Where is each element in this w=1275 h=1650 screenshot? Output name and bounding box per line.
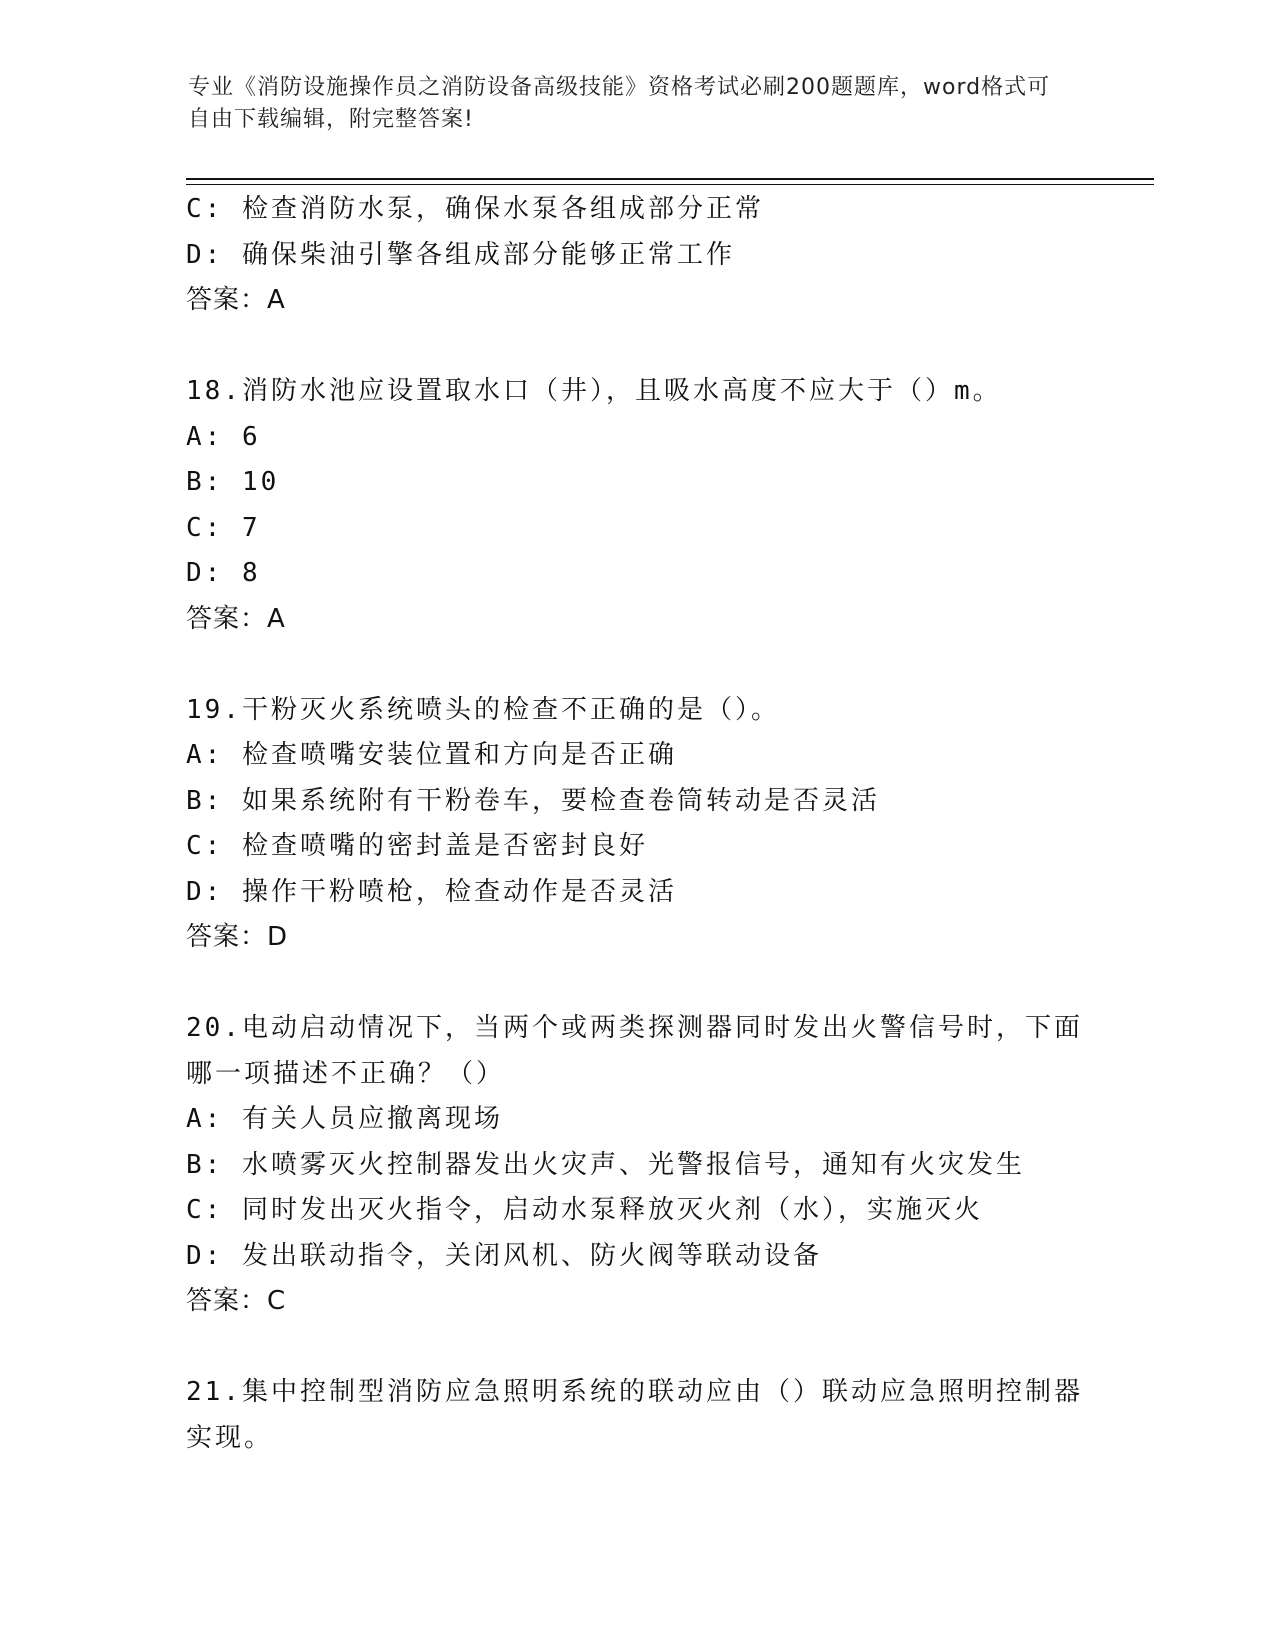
spacer — [186, 1325, 1086, 1371]
option-d: D: 确保柴油引擎各组成部分能够正常工作 — [186, 239, 735, 270]
question-stem-line-1: 21.集中控制型消防应急照明系统的联动应由（）联动应急照明控制器 — [186, 1377, 1083, 1407]
document-header: 专业《消防设施操作员之消防设备高级技能》资格考试必刷200题题库，word格式可自由下载编辑，附完整答案! — [188, 75, 1051, 132]
question-21 — [186, 1370, 1086, 1461]
header-rule-thick — [186, 178, 1154, 180]
answer: 答案：D — [186, 922, 289, 952]
option-a: A: 6 — [186, 421, 261, 452]
option-b: B: 10 — [186, 467, 280, 497]
question-stem-line-2: 哪一项描述不正确？（） — [186, 1058, 506, 1089]
spacer — [186, 324, 1086, 370]
option-d: D: 8 — [186, 558, 261, 588]
header-rule-thin — [186, 184, 1154, 185]
question-17-tail — [186, 187, 1086, 324]
option-c: C: 检查消防水泵，确保水泵各组成部分正常 — [186, 194, 764, 224]
answer: 答案：C — [186, 1286, 287, 1316]
option-d: D: 发出联动指令，关闭风机、防火阀等联动设备 — [186, 1240, 822, 1271]
question-list — [186, 187, 1086, 1461]
answer: 答案：A — [186, 285, 286, 315]
option-b: B: 如果系统附有干粉卷车，要检查卷筒转动是否灵活 — [186, 785, 880, 816]
question-stem: 19.干粉灭火系统喷头的检查不正确的是（）。 — [186, 694, 780, 725]
option-b: B: 水喷雾灭火控制器发出火灾声、光警报信号，通知有火灾发生 — [186, 1149, 1025, 1180]
question-18 — [186, 369, 1086, 642]
option-d: D: 操作干粉喷枪，检查动作是否灵活 — [186, 876, 677, 907]
answer: 答案：A — [186, 603, 286, 634]
question-20 — [186, 1006, 1086, 1325]
question-stem-line-1: 20.电动启动情况下，当两个或两类探测器同时发出火警信号时，下面 — [186, 1013, 1083, 1043]
spacer — [186, 642, 1086, 688]
spacer — [186, 961, 1086, 1007]
option-c: C: 同时发出灭火指令，启动水泵释放灭火剂（水），实施灭火 — [186, 1195, 983, 1225]
option-c: C: 7 — [186, 512, 261, 543]
option-c: C: 检查喷嘴的密封盖是否密封良好 — [186, 831, 648, 861]
question-stem-line-2: 实现。 — [186, 1422, 274, 1453]
question-19 — [186, 688, 1086, 961]
option-a: A: 检查喷嘴安装位置和方向是否正确 — [186, 740, 677, 770]
option-a: A: 有关人员应撤离现场 — [186, 1104, 503, 1134]
question-stem: 18.消防水池应设置取水口（井），且吸水高度不应大于（）m。 — [186, 376, 1002, 406]
